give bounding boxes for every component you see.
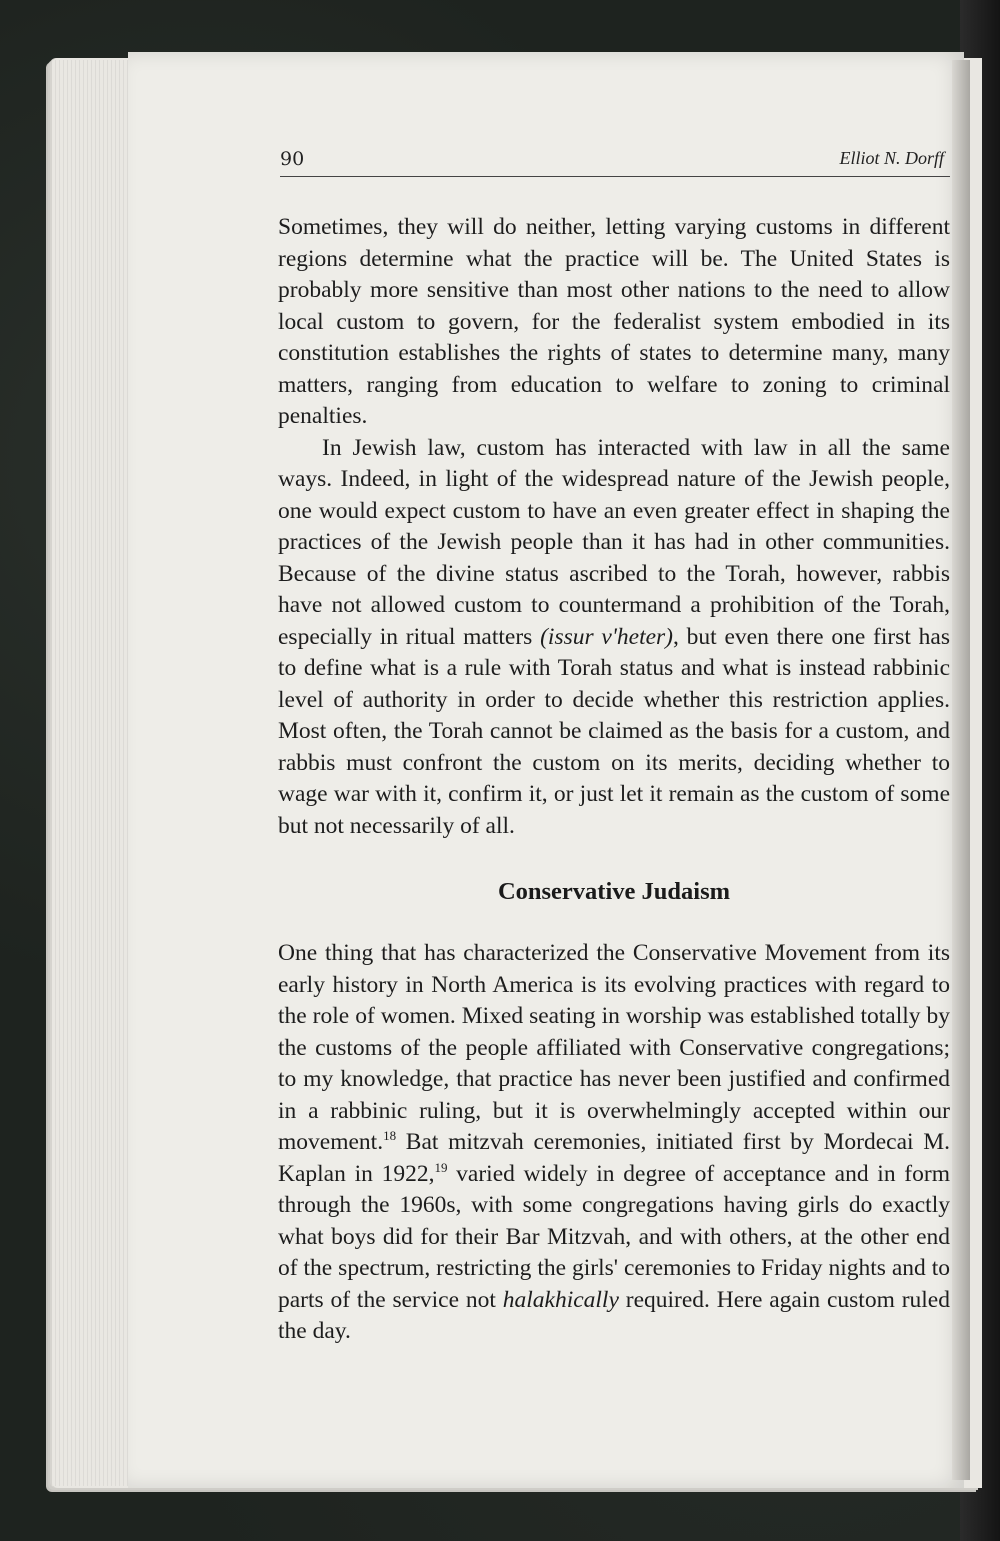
footnote-ref-18: 18 xyxy=(383,1128,397,1144)
paragraph-3 xyxy=(278,938,950,1348)
page-edges xyxy=(52,60,132,1486)
paragraph-3-part-a: One thing that has characterized the Conservative Movement from its early history in North America is its evolving practices with regard to the role of women. Mixed seating in worship was established totally by the customs of the people affiliated with Conservative congregations; to my knowledge, that practice has never been justified and confirmed in a rabbinic ruling, but it is overwhelmingly accepted within our movement. xyxy=(278,940,950,1155)
paragraph-2 xyxy=(278,433,950,843)
text-block xyxy=(278,212,950,1348)
section-heading: Conservative Judaism xyxy=(497,878,731,905)
paragraph-2-part-a: In Jewish law, custom has interacted with law in all the same ways. Indeed, in light of the widespread nature of the Jewish people, one would expect custom to have an even greater effect in shaping the practices of the Jewish people than it has had in other communities. Because of the divine status ascribed to the Torah, however, rabbis have not allowed custom to countermand a prohibition of the Torah, especially in ritual matters xyxy=(278,434,950,650)
paragraph-3-part-d: required. Here again custom ruled the day. xyxy=(278,1286,950,1344)
footnote-ref-19: 19 xyxy=(434,1159,448,1175)
paragraph-3-part-b: Bat mitzvah ceremonies, initiated first by Mordecai M. Kaplan in 1922, xyxy=(278,1129,950,1187)
paragraph-1: Sometimes, they will do neither, letting varying customs in different regions determine what the practice will be. The United States is probably more sensitive than most other nations to the need to allow local custom to govern, for the federalist system embodied in its constitution establishes the rights of states to determine many, many matters, ranging from education to welfare to zoning to criminal penalties. xyxy=(278,214,950,429)
paragraph-3-italic: halakhically xyxy=(502,1286,619,1313)
paragraph-3-part-c: varied widely in degree of acceptance and in form through the 1960s, with some congregations having girls do exactly what boys did for their Bar Mitzvah, and with others, at the other end of the spectrum, restricting the girls' ceremonies to Friday nights and to parts of the service not xyxy=(278,1160,950,1313)
page-header xyxy=(280,146,950,177)
page-gutter-shadow xyxy=(952,60,970,1480)
running-head: Elliot N. Dorff xyxy=(839,148,944,168)
paragraph-2-italic: (issur v'heter) xyxy=(540,623,673,650)
paragraph-2-part-b: , but even there one first has to define what is a rule with Torah status and what is instead rabbinic level of authority in order to decide whether this restriction applies. Most often, the Torah cannot be claimed as the basis for a custom, and rabbis must confront the custom on its merits, deciding whether to wage war with it, confirm it, or just let it remain as the custom of some but not necessarily of all. xyxy=(278,623,951,839)
page-number: 90 xyxy=(280,148,305,170)
